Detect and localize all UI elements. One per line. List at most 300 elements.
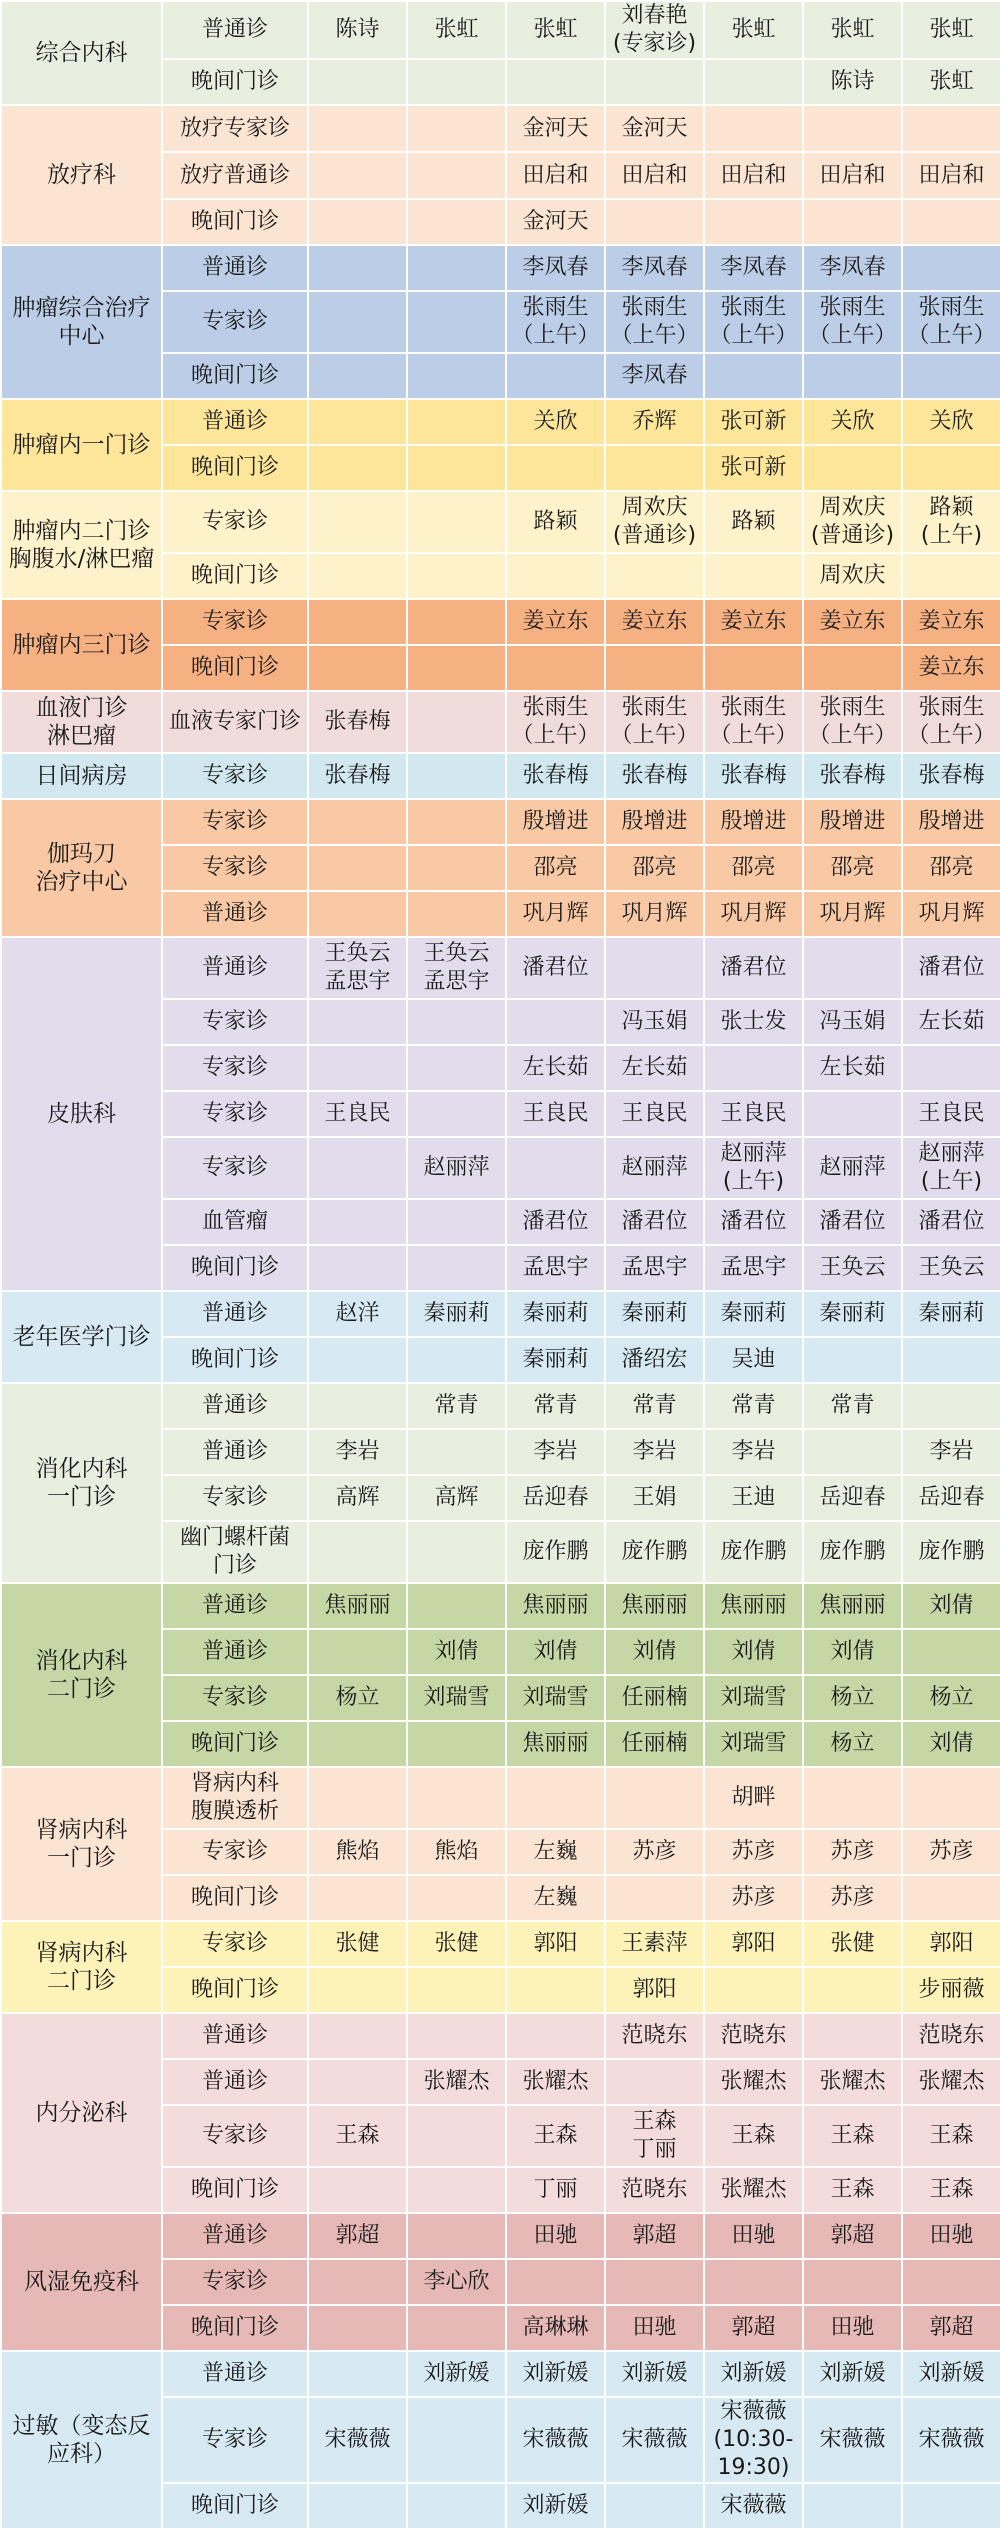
doctor-cell xyxy=(308,645,407,691)
doctor-cell: 张春梅 xyxy=(902,753,1000,799)
doctor-cell: 刘倩 xyxy=(902,1721,1000,1767)
clinic-type-cell: 专家诊 xyxy=(162,753,308,799)
doctor-cell: 李凤春 xyxy=(605,353,704,399)
doctor-cell xyxy=(803,445,902,491)
doctor-cell: 王奂云 xyxy=(902,1245,1000,1291)
clinic-type-cell: 普通诊 xyxy=(162,1429,308,1475)
doctor-cell xyxy=(902,445,1000,491)
doctor-cell xyxy=(308,1875,407,1921)
doctor-cell: 田启和 xyxy=(506,152,605,199)
doctor-cell: 宋薇薇 xyxy=(308,2397,407,2483)
doctor-cell: 周欢庆 (普通诊) xyxy=(803,491,902,553)
schedule-row xyxy=(1,753,1000,799)
doctor-cell: 杨立 xyxy=(803,1675,902,1721)
doctor-cell: 邵亮 xyxy=(506,845,605,891)
doctor-cell: 潘绍宏 xyxy=(605,1337,704,1383)
doctor-cell xyxy=(704,199,803,245)
doctor-cell: 岳迎春 xyxy=(902,1475,1000,1521)
doctor-cell: 宋薇薇 (10:30- 19:30) xyxy=(704,2397,803,2483)
doctor-cell: 乔辉 xyxy=(605,399,704,445)
doctor-cell: 王森 xyxy=(506,2105,605,2167)
schedule-row xyxy=(1,491,1000,553)
schedule-row xyxy=(1,799,1000,845)
clinic-type-cell: 专家诊 xyxy=(162,1921,308,1967)
doctor-cell: 张健 xyxy=(308,1921,407,1967)
doctor-cell xyxy=(704,105,803,152)
doctor-cell xyxy=(407,2305,506,2351)
clinic-type-cell: 普通诊 xyxy=(162,1291,308,1337)
doctor-cell: 潘君位 xyxy=(506,937,605,999)
doctor-cell: 郭阳 xyxy=(506,1921,605,1967)
doctor-cell xyxy=(308,2351,407,2397)
doctor-cell: 殷增进 xyxy=(902,799,1000,845)
doctor-cell: 王娟 xyxy=(605,1475,704,1521)
clinic-type-cell: 晚间门诊 xyxy=(162,1337,308,1383)
doctor-cell: 宋薇薇 xyxy=(902,2397,1000,2483)
doctor-cell: 路颖 xyxy=(704,491,803,553)
doctor-cell xyxy=(308,1721,407,1767)
doctor-cell xyxy=(407,753,506,799)
doctor-cell: 姜立东 xyxy=(605,599,704,645)
doctor-cell xyxy=(407,1521,506,1583)
doctor-cell xyxy=(407,199,506,245)
doctor-cell: 苏彦 xyxy=(803,1829,902,1875)
doctor-cell xyxy=(605,445,704,491)
department-cell: 肿瘤内一门诊 xyxy=(1,399,162,491)
doctor-cell xyxy=(308,2059,407,2105)
doctor-cell: 关欣 xyxy=(506,399,605,445)
doctor-cell: 姜立东 xyxy=(902,645,1000,691)
doctor-cell: 刘新媛 xyxy=(803,2351,902,2397)
doctor-cell: 巩月辉 xyxy=(803,891,902,937)
clinic-type-cell: 普通诊 xyxy=(162,245,308,291)
doctor-cell xyxy=(308,291,407,353)
doctor-cell xyxy=(704,1045,803,1091)
doctor-cell: 姜立东 xyxy=(704,599,803,645)
clinic-type-cell: 血管瘤 xyxy=(162,1199,308,1245)
doctor-cell: 郭超 xyxy=(704,2305,803,2351)
doctor-cell: 张雨生 （上午） xyxy=(803,691,902,753)
doctor-cell: 范晓东 xyxy=(902,2013,1000,2059)
doctor-cell: 王奂云 孟思宇 xyxy=(407,937,506,999)
doctor-cell: 杨立 xyxy=(803,1721,902,1767)
clinic-type-cell: 晚间门诊 xyxy=(162,1967,308,2013)
doctor-cell: 焦丽丽 xyxy=(605,1583,704,1629)
doctor-cell: 刘瑞雪 xyxy=(407,1675,506,1721)
doctor-cell xyxy=(407,1091,506,1137)
doctor-cell: 常青 xyxy=(803,1383,902,1429)
doctor-cell xyxy=(902,1767,1000,1829)
doctor-cell: 周欢庆 xyxy=(803,553,902,599)
clinic-type-cell: 放疗专家诊 xyxy=(162,105,308,152)
doctor-cell: 金河天 xyxy=(506,105,605,152)
department-cell: 皮肤科 xyxy=(1,937,162,1291)
doctor-cell xyxy=(407,1767,506,1829)
department-cell: 老年医学门诊 xyxy=(1,1291,162,1383)
doctor-cell: 高辉 xyxy=(308,1475,407,1521)
doctor-cell: 王森 xyxy=(803,2105,902,2167)
department-cell: 肿瘤内二门诊 胸腹水/淋巴瘤 xyxy=(1,491,162,599)
doctor-cell: 王森 xyxy=(704,2105,803,2167)
doctor-cell xyxy=(308,599,407,645)
doctor-cell: 姜立东 xyxy=(902,599,1000,645)
clinic-type-cell: 血液专家门诊 xyxy=(162,691,308,753)
clinic-type-cell: 普通诊 xyxy=(162,1583,308,1629)
doctor-cell xyxy=(605,645,704,691)
department-cell: 肿瘤综合治疗 中心 xyxy=(1,245,162,399)
doctor-cell xyxy=(308,2483,407,2529)
doctor-cell: 张健 xyxy=(407,1921,506,1967)
doctor-cell xyxy=(407,2483,506,2529)
doctor-cell xyxy=(407,1245,506,1291)
doctor-cell: 刘新媛 xyxy=(704,2351,803,2397)
doctor-cell xyxy=(308,553,407,599)
doctor-cell xyxy=(407,491,506,553)
doctor-cell xyxy=(308,1767,407,1829)
clinic-type-cell: 专家诊 xyxy=(162,2397,308,2483)
doctor-cell xyxy=(605,2483,704,2529)
doctor-cell: 宋薇薇 xyxy=(506,2397,605,2483)
doctor-cell: 殷增进 xyxy=(605,799,704,845)
doctor-cell xyxy=(902,105,1000,152)
doctor-cell xyxy=(803,2259,902,2305)
doctor-cell: 张雨生 （上午） xyxy=(902,291,1000,353)
doctor-cell: 秦丽莉 xyxy=(407,1291,506,1337)
department-cell: 综合内科 xyxy=(1,1,162,105)
clinic-type-cell: 普通诊 xyxy=(162,1629,308,1675)
clinic-type-cell: 晚间门诊 xyxy=(162,1245,308,1291)
doctor-cell: 常青 xyxy=(407,1383,506,1429)
doctor-cell xyxy=(902,553,1000,599)
doctor-cell: 王迪 xyxy=(704,1475,803,1521)
clinic-type-cell: 专家诊 xyxy=(162,2105,308,2167)
clinic-type-cell: 晚间门诊 xyxy=(162,2483,308,2529)
doctor-cell: 赵丽萍 (上午) xyxy=(704,1137,803,1199)
doctor-cell: 张春梅 xyxy=(506,753,605,799)
clinic-type-cell: 专家诊 xyxy=(162,845,308,891)
doctor-cell: 李岩 xyxy=(506,1429,605,1475)
doctor-cell xyxy=(407,599,506,645)
doctor-cell xyxy=(803,1337,902,1383)
doctor-cell xyxy=(308,105,407,152)
doctor-cell xyxy=(407,891,506,937)
doctor-cell: 周欢庆 (普通诊) xyxy=(605,491,704,553)
doctor-cell: 刘倩 xyxy=(407,1629,506,1675)
clinic-type-cell: 晚间门诊 xyxy=(162,1875,308,1921)
doctor-cell xyxy=(704,2259,803,2305)
doctor-cell: 杨立 xyxy=(902,1675,1000,1721)
doctor-cell: 田驰 xyxy=(506,2213,605,2259)
doctor-cell: 田驰 xyxy=(704,2213,803,2259)
doctor-cell: 刘春艳 (专家诊) xyxy=(605,1,704,59)
doctor-cell: 苏彦 xyxy=(605,1829,704,1875)
doctor-cell: 秦丽莉 xyxy=(506,1291,605,1337)
doctor-cell: 殷增进 xyxy=(506,799,605,845)
doctor-cell xyxy=(308,445,407,491)
clinic-type-cell: 普通诊 xyxy=(162,2059,308,2105)
doctor-cell: 步丽薇 xyxy=(902,1967,1000,2013)
clinic-type-cell: 普通诊 xyxy=(162,2351,308,2397)
clinic-type-cell: 普通诊 xyxy=(162,1383,308,1429)
doctor-cell: 路颖 (上午) xyxy=(902,491,1000,553)
doctor-cell: 王良民 xyxy=(506,1091,605,1137)
schedule-row xyxy=(1,1383,1000,1429)
doctor-cell xyxy=(407,291,506,353)
clinic-type-cell: 专家诊 xyxy=(162,291,308,353)
doctor-cell: 潘君位 xyxy=(704,937,803,999)
doctor-cell xyxy=(605,59,704,105)
doctor-cell: 庞作鹏 xyxy=(506,1521,605,1583)
doctor-cell xyxy=(308,891,407,937)
doctor-cell xyxy=(605,937,704,999)
doctor-cell: 李凤春 xyxy=(605,245,704,291)
doctor-cell xyxy=(407,553,506,599)
department-cell: 放疗科 xyxy=(1,105,162,245)
doctor-cell xyxy=(902,2483,1000,2529)
doctor-cell: 庞作鹏 xyxy=(902,1521,1000,1583)
doctor-cell xyxy=(308,1337,407,1383)
doctor-cell: 郭阳 xyxy=(605,1967,704,2013)
doctor-cell xyxy=(902,199,1000,245)
doctor-cell xyxy=(605,2259,704,2305)
doctor-cell: 刘倩 xyxy=(506,1629,605,1675)
doctor-cell: 张雨生 （上午） xyxy=(605,291,704,353)
doctor-cell: 常青 xyxy=(506,1383,605,1429)
doctor-cell xyxy=(902,1629,1000,1675)
clinic-type-cell: 专家诊 xyxy=(162,1829,308,1875)
doctor-cell: 王森 xyxy=(902,2105,1000,2167)
doctor-cell xyxy=(407,105,506,152)
doctor-cell: 张春梅 xyxy=(605,753,704,799)
doctor-cell: 张雨生 （上午） xyxy=(704,691,803,753)
doctor-cell: 左巍 xyxy=(506,1829,605,1875)
doctor-cell: 高琳琳 xyxy=(506,2305,605,2351)
clinic-type-cell: 普通诊 xyxy=(162,1,308,59)
doctor-cell: 焦丽丽 xyxy=(506,1583,605,1629)
doctor-cell xyxy=(308,2305,407,2351)
schedule-row xyxy=(1,1583,1000,1629)
doctor-cell: 李岩 xyxy=(704,1429,803,1475)
doctor-cell: 赵丽萍 xyxy=(605,1137,704,1199)
department-cell: 日间病房 xyxy=(1,753,162,799)
doctor-cell: 张雨生 （上午） xyxy=(506,291,605,353)
doctor-cell: 丁丽 xyxy=(506,2167,605,2213)
schedule-row xyxy=(1,399,1000,445)
schedule-row xyxy=(1,2213,1000,2259)
clinic-type-cell: 专家诊 xyxy=(162,491,308,553)
clinic-type-cell: 晚间门诊 xyxy=(162,1721,308,1767)
doctor-cell xyxy=(803,1767,902,1829)
doctor-cell xyxy=(407,245,506,291)
doctor-cell: 岳迎春 xyxy=(803,1475,902,1521)
doctor-cell: 刘新媛 xyxy=(902,2351,1000,2397)
doctor-cell: 张雨生 （上午） xyxy=(704,291,803,353)
doctor-cell xyxy=(506,999,605,1045)
doctor-cell: 李岩 xyxy=(308,1429,407,1475)
doctor-cell: 王奂云 孟思宇 xyxy=(308,937,407,999)
doctor-cell: 田启和 xyxy=(605,152,704,199)
department-cell: 过敏（变态反 应科） xyxy=(1,2351,162,2529)
clinic-type-cell: 专家诊 xyxy=(162,1475,308,1521)
doctor-cell: 张春梅 xyxy=(803,753,902,799)
doctor-cell: 潘君位 xyxy=(902,1199,1000,1245)
doctor-cell: 陈诗 xyxy=(308,1,407,59)
clinic-type-cell: 幽门螺杆菌 门诊 xyxy=(162,1521,308,1583)
doctor-cell: 秦丽莉 xyxy=(803,1291,902,1337)
doctor-cell xyxy=(902,353,1000,399)
schedule-row xyxy=(1,937,1000,999)
doctor-cell: 刘倩 xyxy=(704,1629,803,1675)
doctor-cell: 姜立东 xyxy=(506,599,605,645)
doctor-cell xyxy=(407,645,506,691)
department-cell: 消化内科 一门诊 xyxy=(1,1383,162,1583)
doctor-cell: 赵洋 xyxy=(308,1291,407,1337)
doctor-cell: 邵亮 xyxy=(704,845,803,891)
schedule-row xyxy=(1,245,1000,291)
doctor-cell: 刘瑞雪 xyxy=(506,1675,605,1721)
doctor-cell: 范晓东 xyxy=(605,2167,704,2213)
doctor-cell: 邵亮 xyxy=(605,845,704,891)
doctor-cell: 王良民 xyxy=(308,1091,407,1137)
doctor-cell xyxy=(308,1629,407,1675)
doctor-cell: 张雨生 （上午） xyxy=(803,291,902,353)
doctor-cell: 张虹 xyxy=(902,59,1000,105)
doctor-cell: 吴迪 xyxy=(704,1337,803,1383)
doctor-cell: 焦丽丽 xyxy=(704,1583,803,1629)
doctor-cell xyxy=(902,245,1000,291)
doctor-cell: 张耀杰 xyxy=(902,2059,1000,2105)
doctor-cell: 殷增进 xyxy=(704,799,803,845)
department-cell: 消化内科 二门诊 xyxy=(1,1583,162,1767)
doctor-cell: 田启和 xyxy=(902,152,1000,199)
doctor-cell: 苏彦 xyxy=(803,1875,902,1921)
doctor-cell: 张虹 xyxy=(704,1,803,59)
doctor-cell: 左长茹 xyxy=(902,999,1000,1045)
doctor-cell xyxy=(506,59,605,105)
doctor-cell xyxy=(803,2013,902,2059)
doctor-cell xyxy=(407,845,506,891)
doctor-cell xyxy=(902,1045,1000,1091)
doctor-cell xyxy=(407,2105,506,2167)
schedule-row xyxy=(1,2351,1000,2397)
doctor-cell: 李心欣 xyxy=(407,2259,506,2305)
clinic-type-cell: 普通诊 xyxy=(162,891,308,937)
schedule-body xyxy=(1,1,1000,2529)
department-cell: 风湿免疫科 xyxy=(1,2213,162,2351)
doctor-cell xyxy=(506,2013,605,2059)
doctor-cell: 冯玉娟 xyxy=(803,999,902,1045)
doctor-cell xyxy=(407,1967,506,2013)
doctor-cell xyxy=(803,2483,902,2529)
doctor-cell: 秦丽莉 xyxy=(605,1291,704,1337)
doctor-cell: 李岩 xyxy=(605,1429,704,1475)
doctor-cell xyxy=(704,59,803,105)
doctor-cell xyxy=(308,2167,407,2213)
clinic-type-cell: 晚间门诊 xyxy=(162,59,308,105)
doctor-cell: 刘倩 xyxy=(605,1629,704,1675)
clinic-type-cell: 专家诊 xyxy=(162,2259,308,2305)
doctor-cell: 王森 xyxy=(803,2167,902,2213)
doctor-cell: 张雨生 （上午） xyxy=(506,691,605,753)
clinic-type-cell: 肾病内科 腹膜透析 xyxy=(162,1767,308,1829)
doctor-cell: 郭超 xyxy=(803,2213,902,2259)
doctor-cell xyxy=(407,1045,506,1091)
doctor-cell: 范晓东 xyxy=(704,2013,803,2059)
doctor-cell xyxy=(407,999,506,1045)
doctor-cell: 刘新媛 xyxy=(506,2351,605,2397)
doctor-cell xyxy=(803,105,902,152)
doctor-cell xyxy=(308,491,407,553)
department-cell: 内分泌科 xyxy=(1,2013,162,2213)
doctor-cell: 陈诗 xyxy=(803,59,902,105)
doctor-cell xyxy=(605,199,704,245)
doctor-cell xyxy=(803,1429,902,1475)
doctor-cell xyxy=(803,937,902,999)
doctor-cell: 孟思宇 xyxy=(605,1245,704,1291)
doctor-cell: 张虹 xyxy=(803,1,902,59)
schedule-row xyxy=(1,1291,1000,1337)
doctor-cell: 巩月辉 xyxy=(506,891,605,937)
doctor-cell: 田启和 xyxy=(704,152,803,199)
doctor-cell: 熊焰 xyxy=(308,1829,407,1875)
doctor-cell xyxy=(308,999,407,1045)
doctor-cell: 王素萍 xyxy=(605,1921,704,1967)
doctor-cell: 张可新 xyxy=(704,445,803,491)
doctor-cell: 焦丽丽 xyxy=(506,1721,605,1767)
clinic-type-cell: 专家诊 xyxy=(162,999,308,1045)
clinic-type-cell: 专家诊 xyxy=(162,599,308,645)
doctor-cell: 张可新 xyxy=(704,399,803,445)
doctor-cell: 张耀杰 xyxy=(704,2059,803,2105)
doctor-cell: 焦丽丽 xyxy=(803,1583,902,1629)
doctor-cell: 巩月辉 xyxy=(902,891,1000,937)
doctor-cell xyxy=(407,1337,506,1383)
doctor-cell: 赵丽萍 (上午) xyxy=(902,1137,1000,1199)
doctor-cell: 刘新媛 xyxy=(407,2351,506,2397)
doctor-cell: 郭超 xyxy=(902,2305,1000,2351)
doctor-cell: 张雨生 （上午） xyxy=(605,691,704,753)
doctor-cell: 王森 xyxy=(308,2105,407,2167)
clinic-type-cell: 普通诊 xyxy=(162,2013,308,2059)
doctor-cell: 焦丽丽 xyxy=(308,1583,407,1629)
doctor-cell: 郭阳 xyxy=(902,1921,1000,1967)
doctor-cell xyxy=(308,799,407,845)
doctor-cell xyxy=(407,1875,506,1921)
schedule-row xyxy=(1,2013,1000,2059)
clinic-type-cell: 普通诊 xyxy=(162,937,308,999)
doctor-cell: 左长茹 xyxy=(605,1045,704,1091)
doctor-cell: 宋薇薇 xyxy=(605,2397,704,2483)
doctor-cell: 金河天 xyxy=(605,105,704,152)
doctor-cell: 庞作鹏 xyxy=(803,1521,902,1583)
clinic-type-cell: 专家诊 xyxy=(162,1137,308,1199)
doctor-cell: 左长茹 xyxy=(506,1045,605,1091)
doctor-cell: 王良民 xyxy=(704,1091,803,1137)
doctor-cell xyxy=(308,2259,407,2305)
doctor-cell xyxy=(407,445,506,491)
doctor-cell: 秦丽莉 xyxy=(902,1291,1000,1337)
doctor-cell xyxy=(506,2259,605,2305)
clinic-type-cell: 晚间门诊 xyxy=(162,2167,308,2213)
doctor-cell xyxy=(308,1967,407,2013)
doctor-cell: 刘倩 xyxy=(803,1629,902,1675)
doctor-cell xyxy=(308,1199,407,1245)
doctor-cell xyxy=(407,2167,506,2213)
doctor-cell: 苏彦 xyxy=(704,1875,803,1921)
doctor-cell xyxy=(308,845,407,891)
doctor-cell xyxy=(308,1245,407,1291)
doctor-cell: 范晓东 xyxy=(605,2013,704,2059)
